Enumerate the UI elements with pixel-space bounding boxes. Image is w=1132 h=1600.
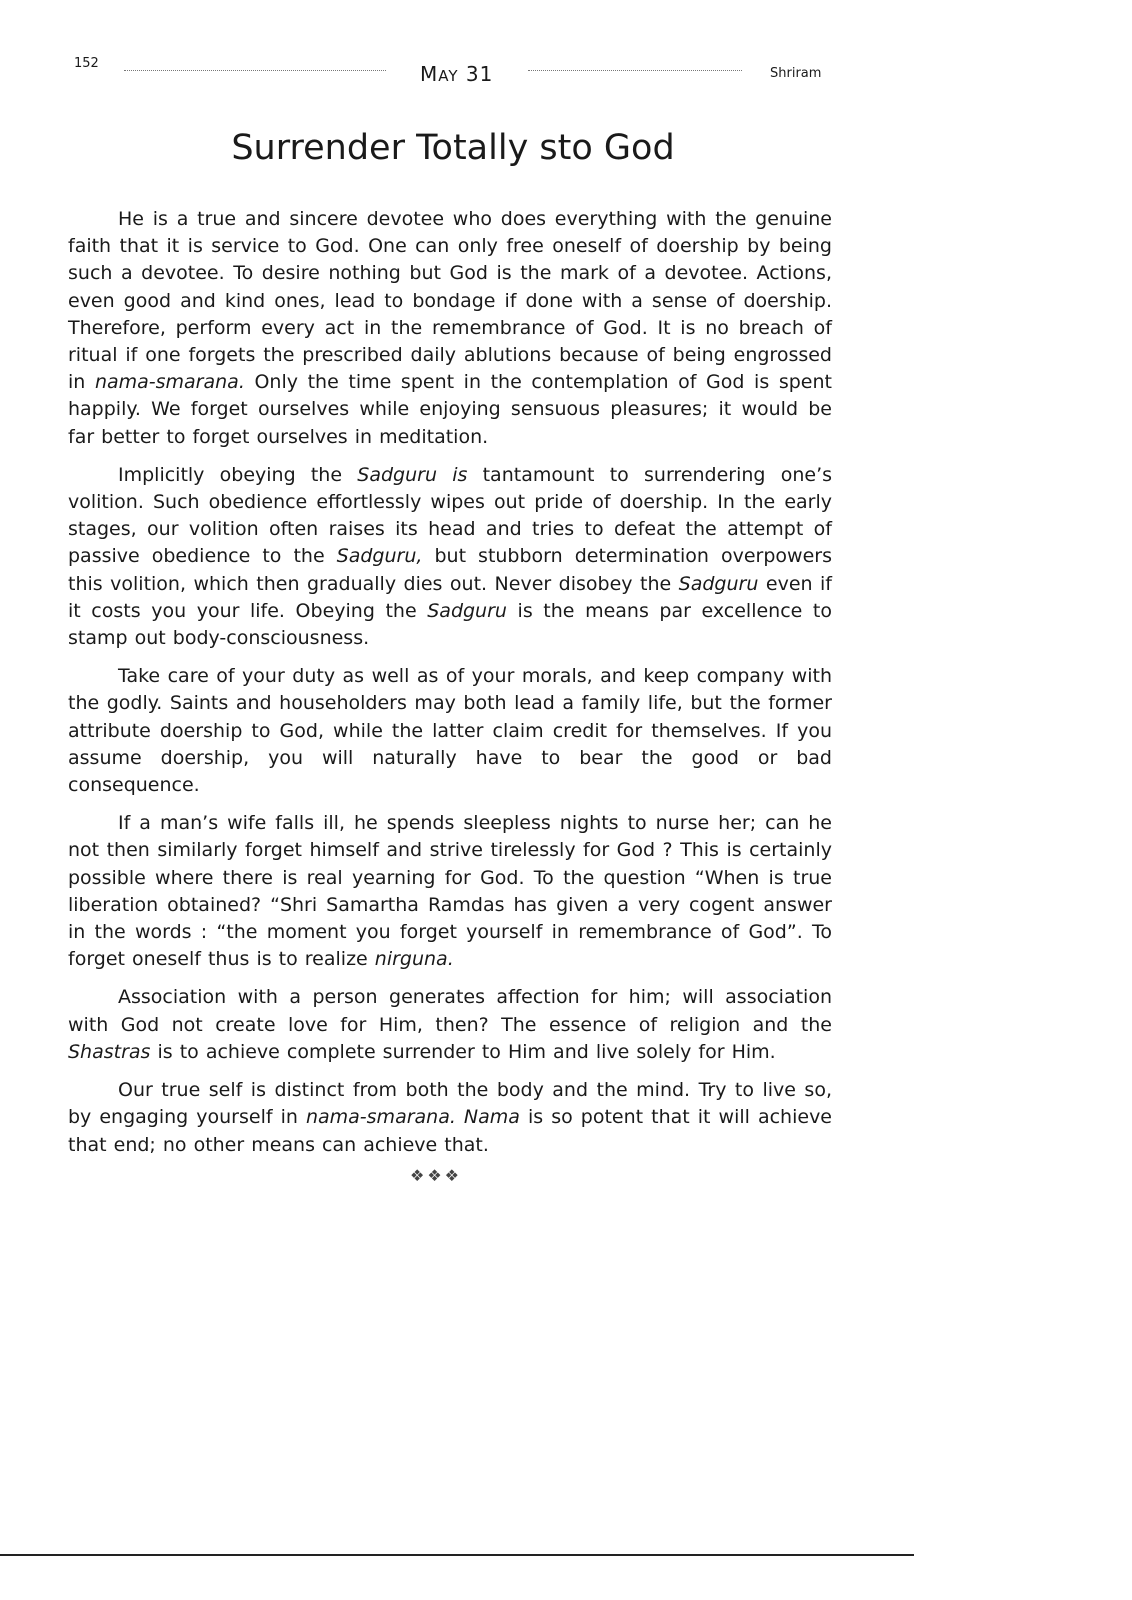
italic-term: Sadguru is <box>357 463 468 486</box>
text-run: tantamount to surrendering one’s volition. Such obedience effortlessly wipes out pride of doership. In the early stages, our volition often raises its head and tries to defeat the attempt of passive obedience to the <box>68 463 833 568</box>
text-run: Association with a person generates affection for him; will association with God not create love for Him, then? The essence of religion and the <box>68 986 832 1036</box>
paragraph-6 <box>68 1077 832 1159</box>
date-initial: M <box>420 62 439 86</box>
text-run: He is a true and sincere devotee who does everything with the genuine faith that it is service to God. One can only free oneself of doership by being such a devotee. To desire nothing but God is the mark of a devotee. Actions, even good and kind ones, lead to bondage if done with a sense of doership. Therefore, perform every act in the remembrance of God. It is no breach of ritual if one forgets the prescribed daily ablutions because of being engrossed in <box>68 208 832 394</box>
page-number: 152 <box>74 56 99 71</box>
paragraph-4 <box>68 810 832 973</box>
italic-term: nama-smarana. <box>94 371 245 394</box>
page-title: Surrender Totally sto God <box>231 128 675 168</box>
body-text <box>68 206 832 1170</box>
paragraph-1 <box>68 206 832 451</box>
text-run: is so potent that it will achieve that end; no other means can achieve that. <box>68 1106 832 1156</box>
running-header-author: Shriram <box>770 66 822 81</box>
text-run: Only the time spent in the contemplation of God is spent happily. We forget ourselves while enjoying sensuous pleasures; it would be far better to forget ourselves in meditation. <box>68 371 832 448</box>
section-end-ornament: ❖❖❖ <box>409 1166 463 1185</box>
date-day: 31 <box>458 62 494 86</box>
text-run: Implicitly obeying the <box>118 463 358 486</box>
text-run: Our true self is distinct from both the body and the mind. Try to live so, by engaging yourself in <box>68 1079 832 1129</box>
text-run: is the means par excellence to stamp out body-consciousness. <box>68 599 833 650</box>
bottom-rule <box>0 1554 914 1556</box>
text-run: even if it costs you your life. Obeying the <box>68 572 832 622</box>
italic-term: Sadguru <box>427 599 507 622</box>
text-run: but stubborn determination overpowers this volition, which then gradually dies out. Never disobey the <box>68 545 832 595</box>
text-run: If a man’s wife falls ill, he spends sleepless nights to nurse her; can he not then similarly forget himself and strive tirelessly for God ? This is certainly possible where there is real yearning for God. To the question “When is true liberation obtained? “Shri Samartha Ramdas has given a very cogent answer in the words : “the moment you forget yourself in remembrance of God”. To forget oneself thus is to realize <box>68 812 832 971</box>
italic-term: Sadguru <box>678 572 759 595</box>
paragraph-5 <box>68 984 832 1066</box>
italic-term: Shastras <box>68 1040 151 1063</box>
running-header-date <box>420 62 493 86</box>
text-run: Take care of your duty as well as of your morals, and keep company with the godly. Saints and householders may both lead a family life, but the former attribute doership to God, while the latter claim credit for themselves. If you assume doership, you will naturally have to bear the good or bad consequence. <box>68 665 832 797</box>
paragraph-3 <box>68 663 832 799</box>
text-run: is to achieve complete surrender to Him and live solely for Him. <box>150 1040 776 1063</box>
italic-term: nama-smarana. Nama <box>305 1106 520 1129</box>
italic-term: nirguna. <box>374 948 454 971</box>
header-dotted-leader-right <box>528 70 742 71</box>
date-small-caps: AY <box>438 67 459 85</box>
paragraph-2 <box>68 462 832 652</box>
italic-term: Sadguru, <box>336 545 423 568</box>
header-dotted-leader-left <box>124 70 386 71</box>
